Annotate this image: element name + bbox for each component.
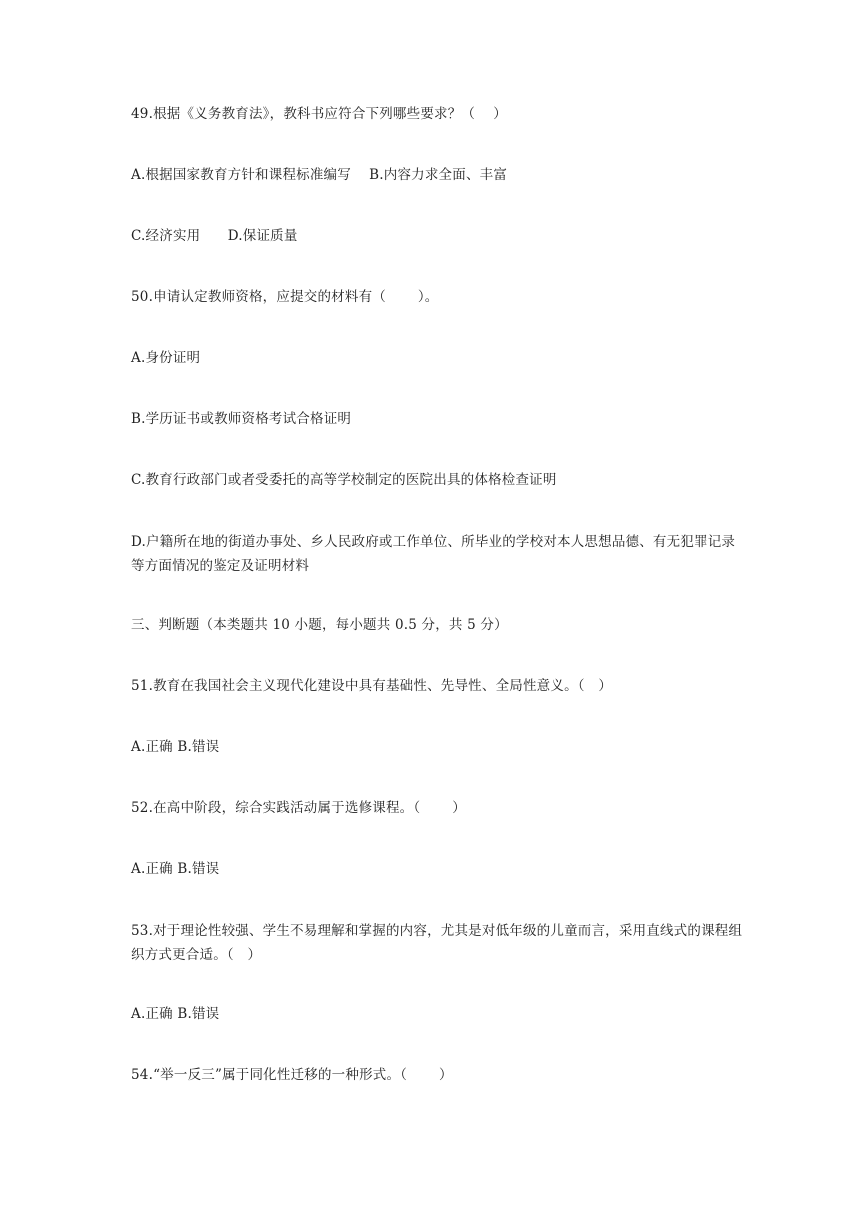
section-heading-true-false: 三、判断题（本类题共 10 小题，每小题共 0.5 分，共 5 分） (131, 617, 508, 633)
question-52: 52.在高中阶段，综合实践活动属于选修课程。（ ） (131, 800, 466, 816)
question-50-option-d: D.户籍所在地的街道办事处、乡人民政府或工作单位、所毕业的学校对本人思想品德、有无犯罪记录等方面情况的鉴定及证明材料 (131, 534, 736, 574)
question-50: 50.申请认定教师资格，应提交的材料有（ ）。 (131, 289, 439, 305)
question-53-options: A.正确 B.错误 (131, 1006, 220, 1022)
question-50-option-a: A.身份证明 (131, 350, 201, 366)
question-49: 49.根据《义务教育法》，教科书应符合下列哪些要求？（ ） (131, 106, 508, 122)
question-52-options: A.正确 B.错误 (131, 861, 220, 877)
question-51-options: A.正确 B.错误 (131, 739, 220, 755)
question-50-option-c: C.教育行政部门或者受委托的高等学校制定的医院出具的体格检查证明 (131, 472, 557, 488)
question-49-options-cd: C.经济实用 D.保证质量 (131, 228, 298, 244)
question-49-options-ab: A.根据国家教育方针和课程标准编写 B.内容力求全面、丰富 (131, 167, 508, 183)
question-50-option-b: B.学历证书或教师资格考试合格证明 (131, 411, 352, 427)
question-51: 51.教育在我国社会主义现代化建设中具有基础性、先导性、全局性意义。（ ） (131, 678, 613, 694)
question-54: 54.“举一反三”属于同化性迁移的一种形式。（ ） (131, 1067, 453, 1083)
question-53: 53.对于理论性较强、学生不易理解和掌握的内容，尤其是对低年级的儿童而言，采用直线式的课程组织方式更合适。（ ） (131, 923, 743, 963)
